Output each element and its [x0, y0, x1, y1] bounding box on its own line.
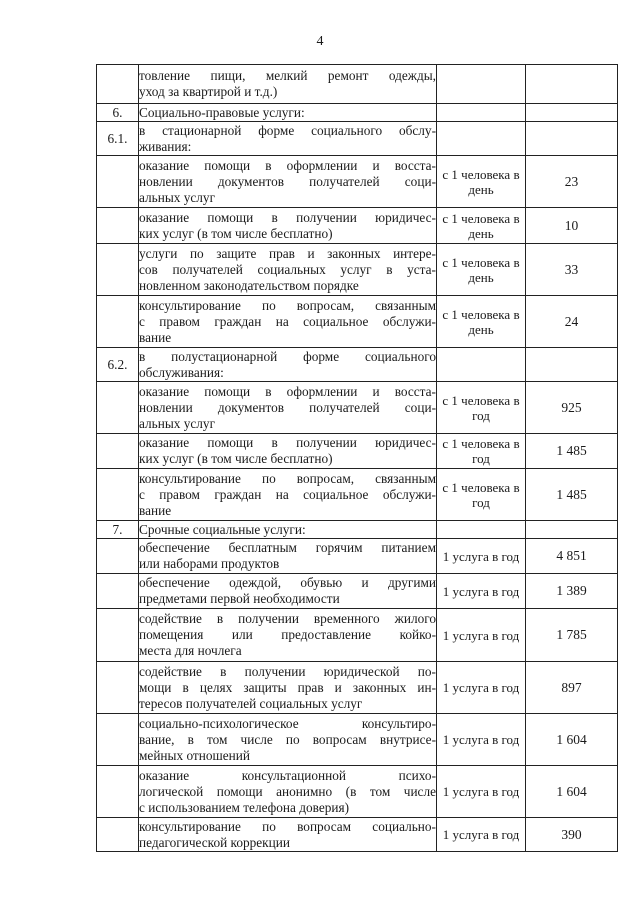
service-value: 1 604 [526, 766, 618, 818]
description-line: консультирование по вопросам, связанным [139, 470, 436, 486]
service-description [139, 574, 437, 609]
service-description [139, 714, 437, 766]
unit-of-measure: 1 услуга в год [437, 714, 526, 766]
description-line: альных услуг [139, 415, 216, 431]
description-line: консультирование по вопросам социально- [139, 818, 436, 834]
description-line: новлении документов получателей соци- [139, 173, 436, 189]
service-value: 23 [526, 156, 618, 208]
row-number [97, 662, 139, 714]
unit-of-measure: 1 услуга в год [437, 662, 526, 714]
description-line: мейных отношений [139, 747, 250, 763]
description-line: с использованием телефона доверия) [139, 799, 350, 815]
unit-of-measure: 1 услуга в год [437, 766, 526, 818]
table-row [97, 714, 618, 766]
description-line: вание [139, 329, 172, 345]
unit-of-measure: с 1 человека в день [437, 244, 526, 296]
service-value: 33 [526, 244, 618, 296]
service-description [139, 521, 437, 539]
service-value [526, 122, 618, 156]
unit-of-measure: 1 услуга в год [437, 818, 526, 852]
description-line: или наборами продуктов [139, 556, 280, 571]
table-row [97, 296, 618, 348]
description-line: обеспечение бесплатным горячим питанием [139, 540, 436, 555]
row-number [97, 434, 139, 469]
description-line: вание, в том числе по вопросам внутрисе- [139, 731, 436, 747]
row-number [97, 296, 139, 348]
unit-of-measure: 1 услуга в год [437, 574, 526, 609]
description-line: новлении документов получателей соци- [139, 399, 436, 415]
service-description [139, 208, 437, 244]
description-line: оказание помощи в получении юридичес- [139, 209, 436, 225]
description-line: живания: [139, 138, 192, 154]
description-line: вание [139, 502, 172, 518]
service-description [139, 65, 437, 104]
description-line: помещения или предоставление койко- [139, 627, 436, 642]
row-number [97, 714, 139, 766]
service-value: 897 [526, 662, 618, 714]
description-line: обеспечение одеждой, обувью и другими [139, 575, 436, 590]
description-line: ких услуг (в том числе бесплатно) [139, 451, 333, 466]
description-line: Социально-правовые услуги: [139, 104, 305, 120]
row-number: 6. [97, 104, 139, 122]
row-number [97, 818, 139, 852]
row-number [97, 609, 139, 662]
service-description [139, 818, 437, 852]
description-line: с правом граждан на социальное обслужи- [139, 486, 436, 502]
row-number [97, 244, 139, 296]
description-line: в полустационарной форме социального [139, 348, 436, 364]
description-line: обслуживания: [139, 364, 224, 380]
description-line: тересов получателей социальных услуг [139, 695, 363, 711]
table-row [97, 156, 618, 208]
description-line: оказание консультационной психо- [139, 767, 436, 783]
description-line: альных услуг [139, 189, 216, 205]
row-number [97, 65, 139, 104]
table-row [97, 434, 618, 469]
unit-of-measure: с 1 человека в день [437, 156, 526, 208]
service-description [139, 382, 437, 434]
description-line: с правом граждан на социальное обслужи- [139, 313, 436, 329]
description-line: услуги по защите прав и законных интере- [139, 245, 436, 261]
row-number: 6.2. [97, 348, 139, 382]
service-value: 24 [526, 296, 618, 348]
row-number: 7. [97, 521, 139, 539]
service-value [526, 104, 618, 122]
service-value [526, 65, 618, 104]
table-row [97, 818, 618, 852]
description-line: ких услуг (в том числе бесплатно) [139, 225, 333, 241]
description-line: оказание помощи в оформлении и восста- [139, 157, 436, 173]
service-description [139, 662, 437, 714]
description-line: социально-психологическое консультиро- [139, 715, 436, 731]
service-description [139, 156, 437, 208]
service-value: 1 389 [526, 574, 618, 609]
services-table [96, 64, 618, 852]
service-description [139, 609, 437, 662]
row-number [97, 208, 139, 244]
service-value: 10 [526, 208, 618, 244]
row-number [97, 382, 139, 434]
service-description [139, 122, 437, 156]
unit-of-measure [437, 104, 526, 122]
service-description [139, 296, 437, 348]
unit-of-measure: с 1 человека в год [437, 382, 526, 434]
description-line: мощи в целях защиты прав и законных ин- [139, 679, 436, 695]
service-value: 1 485 [526, 469, 618, 521]
description-line: уход за квартирой и т.д.) [139, 84, 278, 99]
table-row [97, 469, 618, 521]
service-value: 1 785 [526, 609, 618, 662]
unit-of-measure: 1 услуга в год [437, 609, 526, 662]
description-line: логической помощи анонимно (в том числе [139, 783, 436, 799]
service-value: 1 604 [526, 714, 618, 766]
unit-of-measure [437, 122, 526, 156]
unit-of-measure: с 1 человека в год [437, 469, 526, 521]
unit-of-measure [437, 65, 526, 104]
service-description [139, 348, 437, 382]
row-number: 6.1. [97, 122, 139, 156]
description-line: товление пищи, мелкий ремонт одежды, [139, 68, 436, 83]
description-line: места для ночлега [139, 643, 242, 658]
row-number [97, 469, 139, 521]
description-line: оказание помощи в получении юридичес- [139, 435, 436, 450]
service-value [526, 348, 618, 382]
table-row [97, 382, 618, 434]
description-line: педагогической коррекции [139, 834, 290, 850]
description-line: сов получателей социальных услуг в уста- [139, 261, 436, 277]
services-table-body [97, 65, 618, 852]
table-row [97, 104, 618, 122]
description-line: новленном законодательством порядке [139, 277, 359, 293]
table-row [97, 521, 618, 539]
description-line: Срочные социальные услуги: [139, 521, 306, 537]
service-description [139, 434, 437, 469]
service-value: 4 851 [526, 539, 618, 574]
service-description [139, 539, 437, 574]
row-number [97, 156, 139, 208]
service-value: 390 [526, 818, 618, 852]
table-row [97, 348, 618, 382]
description-line: оказание помощи в оформлении и восста- [139, 383, 436, 399]
table-row [97, 122, 618, 156]
table-row [97, 609, 618, 662]
description-line: содействие в получении юридической по- [139, 663, 436, 679]
unit-of-measure: с 1 человека в день [437, 296, 526, 348]
service-value [526, 521, 618, 539]
table-row [97, 574, 618, 609]
unit-of-measure [437, 348, 526, 382]
table-row [97, 539, 618, 574]
unit-of-measure [437, 521, 526, 539]
service-value: 925 [526, 382, 618, 434]
service-description [139, 766, 437, 818]
unit-of-measure: с 1 человека в год [437, 434, 526, 469]
table-row [97, 208, 618, 244]
table-row [97, 65, 618, 104]
description-line: предметами первой необходимости [139, 591, 340, 606]
table-row [97, 244, 618, 296]
service-description [139, 104, 437, 122]
table-row [97, 662, 618, 714]
page-number: 4 [316, 34, 324, 49]
unit-of-measure: 1 услуга в год [437, 539, 526, 574]
row-number [97, 766, 139, 818]
row-number [97, 574, 139, 609]
service-description [139, 244, 437, 296]
row-number [97, 539, 139, 574]
service-description [139, 469, 437, 521]
description-line: консультирование по вопросам, связанным [139, 297, 436, 313]
table-row [97, 766, 618, 818]
service-value: 1 485 [526, 434, 618, 469]
description-line: содействие в получении временного жилого [139, 611, 436, 626]
unit-of-measure: с 1 человека в день [437, 208, 526, 244]
description-line: в стационарной форме социального обслу- [139, 122, 436, 138]
